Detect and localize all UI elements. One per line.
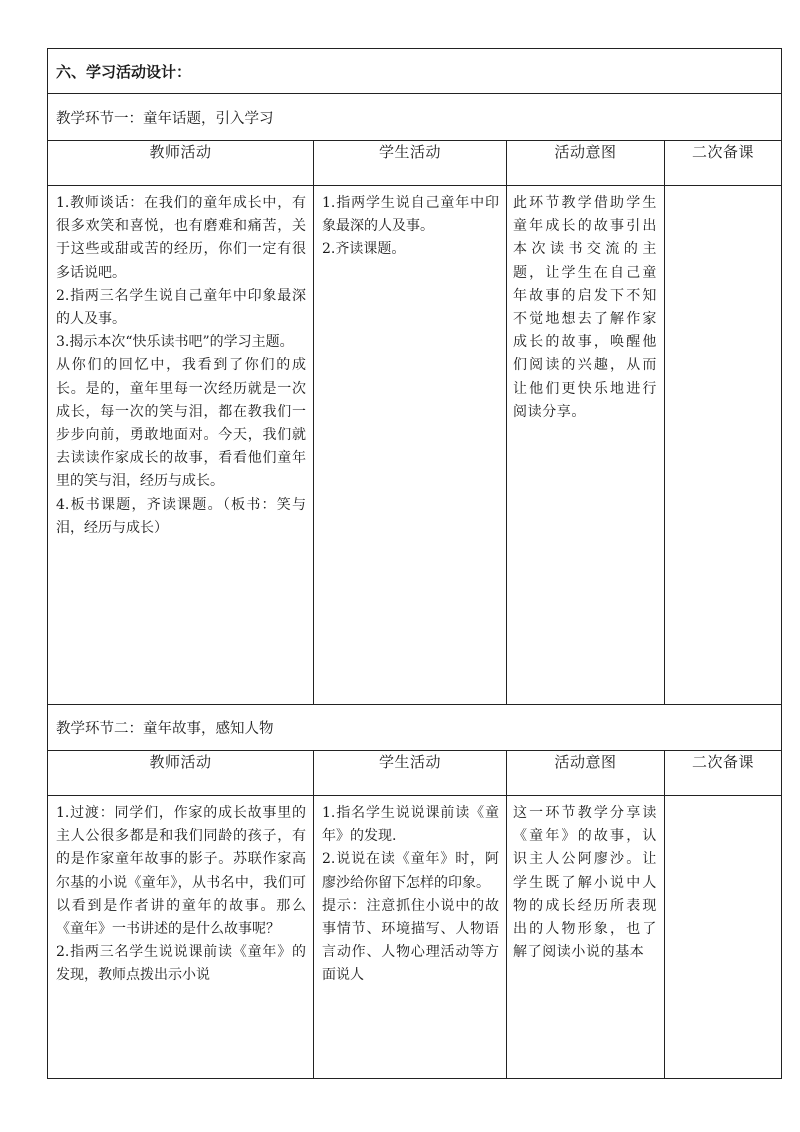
col-backup-header: 二次备课	[665, 141, 782, 186]
stage2-teacher-p2: 2.指两三名学生说说课前读《童年》的发现，教师点拨出示小说	[56, 944, 306, 984]
section-title: 六、学习活动设计：	[48, 49, 782, 94]
stage2-content-row	[48, 796, 782, 1079]
stage1-student-p1: 1.指两学生说自己童年中印象最深的人及事。	[322, 195, 499, 235]
stage2-intent-text: 这一环节教学分享读《童年》的故事，认识主人公阿廖沙。让学生既了解小说中人物的成长经历所表现出的人物形象，也了解了阅读小说的基本	[513, 805, 657, 961]
col-teacher-header-2: 教师活动	[48, 751, 314, 796]
col-intent-header: 活动意图	[507, 141, 665, 186]
stage1-teacher-activity	[48, 186, 314, 705]
stage1-teacher-p4: 从你们的回忆中，我看到了你们的成长。是的，童年里每一次经历就是一次成长，每一次的笑与泪，都在教我们一步步向前，勇敢地面对。今天，我们就去读读作家成长的故事，看看他们童年里的笑与泪，经历与成长。	[56, 357, 306, 490]
stage1-teacher-p5: 4.板书课题，齐读课题。（板书：笑与泪，经历与成长）	[56, 496, 306, 536]
stage1-backup	[665, 186, 782, 705]
stage2-student-p1: 1.指名学生说说课前读《童年》的发现.	[322, 805, 499, 845]
stage1-title: 教学环节一：童年话题，引入学习	[48, 94, 782, 141]
stage1-teacher-p2: 2.指两三名学生说自己童年中印象最深的人及事。	[56, 287, 306, 328]
stage1-teacher-p1: 1.教师谈话：在我们的童年成长中，有很多欢笑和喜悦，也有磨难和痛苦，关于这些或甜或苦的经历，你们一定有很多话说吧。	[56, 195, 306, 281]
stage2-header-row	[48, 751, 782, 796]
stage1-header-row	[48, 141, 782, 186]
col-intent-header-2: 活动意图	[507, 751, 665, 796]
stage2-intent	[507, 796, 665, 1079]
col-teacher-header: 教师活动	[48, 141, 314, 186]
stage1-student-activity	[314, 186, 507, 705]
stage1-teacher-p3: 3.揭示本次“快乐读书吧”的学习主题。	[56, 334, 294, 351]
stage2-teacher-activity	[48, 796, 314, 1079]
stage1-student-p2: 2.齐读课题。	[322, 241, 406, 258]
stage2-backup	[665, 796, 782, 1079]
col-student-header-2: 学生活动	[314, 751, 507, 796]
stage2-student-activity	[314, 796, 507, 1079]
col-student-header: 学生活动	[314, 141, 507, 186]
stage2-student-p3: 提示：注意抓住小说中的故事情节、环境描写、人物语言动作、人物心理活动等方面说人	[322, 897, 499, 984]
col-backup-header-2: 二次备课	[665, 751, 782, 796]
stage2-teacher-p1: 1.过渡：同学们，作家的成长故事里的主人公很多都是和我们同龄的孩子，有的是作家童年故事的影子。苏联作家高尔基的小说《童年》，从书名中，我们可以看到是作者讲的童年的故事。那么《童年》一书讲述的是什么故事呢？	[56, 805, 306, 938]
stage2-student-p2: 2.说说在读《童年》时，阿廖沙给你留下怎样的印象。	[322, 851, 499, 891]
stage1-intent-text: 此环节教学借助学生童年成长的故事引出本次读书交流的主题，让学生在自己童年故事的启发下不知不觉地想去了解作家成长的故事，唤醒他们阅读的兴趣，从而让他们更快乐地进行阅读分享。	[513, 195, 657, 420]
stage1-content-row	[48, 186, 782, 705]
lesson-design-table	[47, 48, 782, 1079]
stage2-title: 教学环节二：童年故事，感知人物	[48, 705, 782, 751]
stage1-intent	[507, 186, 665, 705]
